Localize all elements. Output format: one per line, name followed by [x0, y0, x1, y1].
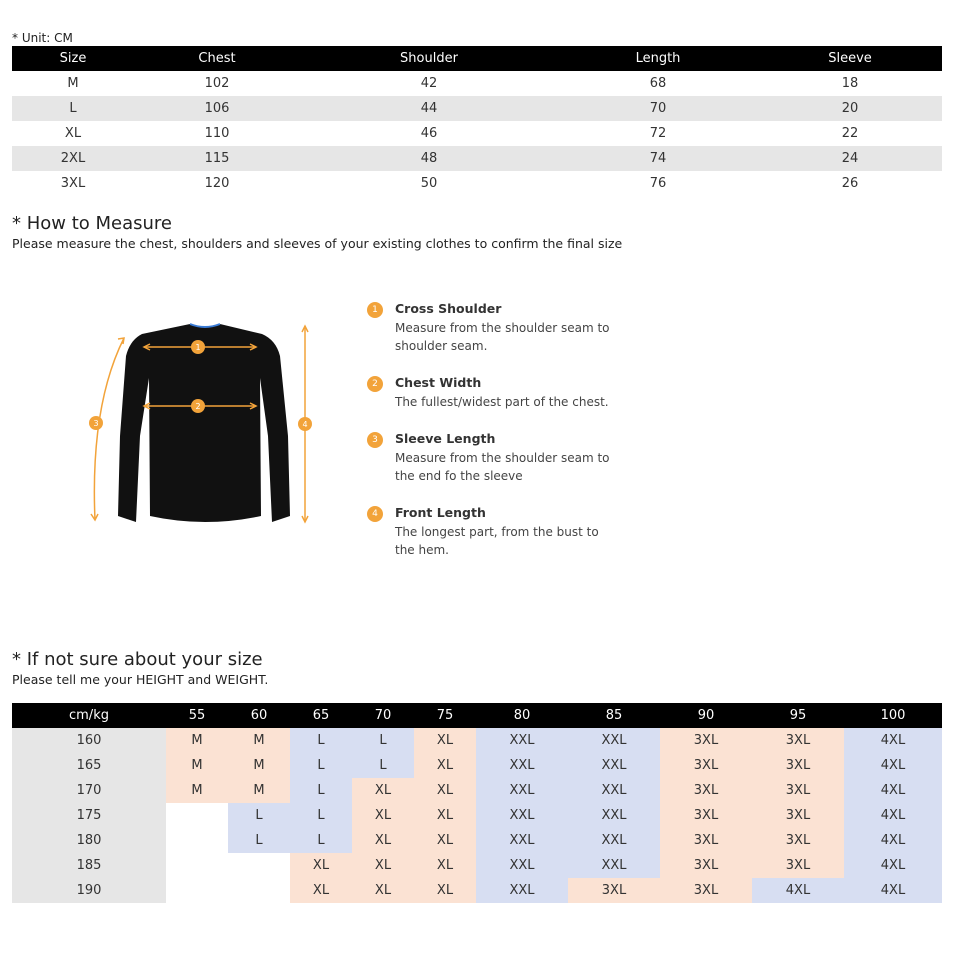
height-cell: 170 [12, 778, 166, 803]
size-cell: 72 [649, 126, 667, 141]
size-recommendation-cell: XL [414, 878, 476, 903]
size-recommendation-cell: XXL [568, 728, 660, 753]
size-recommendation-cell: 4XL [844, 853, 942, 878]
marker-3-label: 3 [93, 419, 99, 428]
size-recommendation-cell: XXL [476, 728, 568, 753]
not-sure-subtitle: Please tell me your HEIGHT and WEIGHT. [12, 672, 269, 687]
number-badge-3: 3 [367, 432, 383, 448]
size-recommendation-cell: 4XL [844, 753, 942, 778]
size-row [12, 171, 942, 196]
size-recommendation-cell [166, 878, 228, 903]
size-cell: 115 [134, 146, 300, 171]
size-recommendation-cell: 3XL [660, 753, 752, 778]
size-recommendation-cell: XXL [476, 878, 568, 903]
measure-desc: Measure from the shoulder seam to shoulder seam. [395, 321, 610, 353]
size-row [12, 121, 942, 146]
weight-header: 60 [228, 703, 290, 728]
size-recommendation-cell: 3XL [660, 803, 752, 828]
hw-row [12, 803, 942, 828]
hw-table-header [12, 703, 942, 728]
size-recommendation-cell: XL [352, 853, 414, 878]
sweater-diagram [80, 316, 330, 536]
sweater-body-icon [118, 324, 290, 522]
size-recommendation-cell: L [290, 828, 352, 853]
size-recommendation-cell: M [166, 728, 228, 753]
size-recommendation-cell: XL [352, 778, 414, 803]
size-cell: 24 [758, 146, 942, 171]
how-to-measure-subtitle: Please measure the chest, shoulders and sleeves of your existing clothes to confirm the final size [12, 236, 623, 251]
size-row [12, 96, 942, 121]
weight-header: 100 [844, 703, 942, 728]
size-cell: 20 [758, 96, 942, 121]
size-cell: 42 [420, 76, 438, 91]
weight-header: 95 [752, 703, 844, 728]
size-recommendation-cell: M [166, 778, 228, 803]
size-recommendation-cell: 3XL [752, 828, 844, 853]
not-sure-title: * If not sure about your size [12, 649, 263, 670]
weight-header: 90 [660, 703, 752, 728]
size-recommendation-cell: M [228, 728, 290, 753]
size-recommendation-cell: XXL [568, 828, 660, 853]
size-cell: 50 [420, 176, 438, 191]
size-recommendation-cell: XL [414, 728, 476, 753]
weight-header: 85 [568, 703, 660, 728]
number-badge-2: 2 [367, 376, 383, 392]
size-cell: 3XL [60, 176, 86, 191]
size-recommendation-cell: XL [414, 853, 476, 878]
hw-row [12, 778, 942, 803]
height-cell: 190 [12, 878, 166, 903]
height-cell: 180 [12, 828, 166, 853]
size-cell: 102 [204, 76, 230, 91]
hw-row [12, 878, 942, 903]
size-recommendation-cell: L [228, 803, 290, 828]
size-cell: XL [64, 126, 82, 141]
unit-label: * Unit: CM [12, 31, 73, 45]
size-recommendation-cell: 3XL [568, 878, 660, 903]
header-chest: Chest [134, 46, 300, 71]
weight-header: 65 [290, 703, 352, 728]
size-recommendation-cell: XL [414, 803, 476, 828]
marker-4-label: 4 [302, 420, 308, 429]
size-recommendation-cell: XL [290, 878, 352, 903]
size-cell: 26 [841, 176, 859, 191]
size-cell: 76 [649, 176, 667, 191]
size-cell: 48 [300, 146, 558, 171]
size-recommendation-cell: XL [352, 803, 414, 828]
height-cell: 175 [12, 803, 166, 828]
size-recommendation-cell: L [290, 753, 352, 778]
number-badge-4: 4 [367, 506, 383, 522]
size-recommendation-cell: XL [352, 828, 414, 853]
size-recommendation-cell: 3XL [752, 753, 844, 778]
size-recommendation-cell: L [352, 753, 414, 778]
size-recommendation-cell: XXL [568, 853, 660, 878]
size-recommendation-cell: XXL [476, 853, 568, 878]
size-recommendation-cell: 3XL [752, 853, 844, 878]
size-recommendation-cell: M [228, 778, 290, 803]
size-recommendation-cell: XXL [476, 828, 568, 853]
size-cell: 74 [558, 146, 758, 171]
weight-header: 75 [414, 703, 476, 728]
size-table-header [12, 46, 942, 71]
size-recommendation-cell: L [228, 828, 290, 853]
height-weight-table [12, 703, 942, 903]
size-recommendation-cell: M [166, 753, 228, 778]
weight-header: 70 [352, 703, 414, 728]
size-recommendation-cell: 4XL [844, 803, 942, 828]
height-cell: 165 [12, 753, 166, 778]
size-cell: 46 [420, 126, 438, 141]
size-recommendation-cell [166, 828, 228, 853]
size-recommendation-cell: XXL [568, 778, 660, 803]
hw-row [12, 853, 942, 878]
height-cell: 160 [12, 728, 166, 753]
size-recommendation-cell: L [352, 728, 414, 753]
size-recommendation-cell: XXL [476, 778, 568, 803]
how-to-measure-title: * How to Measure [12, 213, 173, 234]
hw-row [12, 728, 942, 753]
size-recommendation-cell [166, 803, 228, 828]
size-recommendation-cell: 4XL [844, 828, 942, 853]
size-recommendation-cell: 4XL [844, 878, 942, 903]
measure-title: Front Length [395, 505, 486, 520]
measure-desc: The fullest/widest part of the chest. [395, 395, 609, 409]
size-recommendation-cell [228, 853, 290, 878]
size-recommendation-cell: 3XL [752, 803, 844, 828]
size-cell: 2XL [12, 146, 134, 171]
header-shoulder: Shoulder [300, 46, 558, 71]
size-recommendation-cell: 3XL [660, 828, 752, 853]
size-recommendation-cell: 3XL [752, 728, 844, 753]
hw-corner-label: cm/kg [12, 703, 166, 728]
size-recommendation-cell: 3XL [660, 728, 752, 753]
size-recommendation-cell [166, 853, 228, 878]
size-cell: 70 [558, 96, 758, 121]
measure-title: Sleeve Length [395, 431, 496, 446]
measure-desc: Measure from the shoulder seam to the end fo the sleeve [395, 451, 610, 483]
measure-desc: The longest part, from the bust to the hem. [395, 525, 599, 557]
size-cell: 68 [649, 76, 667, 91]
height-cell: 185 [12, 853, 166, 878]
marker-2-label: 2 [195, 402, 201, 411]
size-recommendation-cell: L [290, 778, 352, 803]
header-sleeve: Sleeve [758, 46, 942, 71]
size-row [12, 146, 942, 171]
size-recommendation-cell: M [228, 753, 290, 778]
size-cell: 106 [134, 96, 300, 121]
size-table [12, 46, 942, 196]
size-recommendation-cell: 4XL [752, 878, 844, 903]
size-recommendation-cell: XXL [476, 803, 568, 828]
size-cell: 120 [204, 176, 230, 191]
size-cell: L [12, 96, 134, 121]
size-recommendation-cell: XXL [568, 803, 660, 828]
header-size: Size [12, 46, 134, 71]
size-recommendation-cell: XL [414, 828, 476, 853]
size-cell: 18 [841, 76, 859, 91]
size-recommendation-cell: 4XL [844, 728, 942, 753]
hw-row [12, 828, 942, 853]
hw-row [12, 753, 942, 778]
measure-title: Cross Shoulder [395, 301, 502, 316]
weight-header: 55 [166, 703, 228, 728]
size-recommendation-cell: 4XL [844, 778, 942, 803]
size-cell: 110 [204, 126, 230, 141]
size-recommendation-cell: 3XL [752, 778, 844, 803]
weight-header: 80 [476, 703, 568, 728]
marker-1-label: 1 [195, 343, 201, 352]
size-recommendation-cell: 3XL [660, 853, 752, 878]
size-cell: M [67, 76, 79, 91]
size-recommendation-cell: XL [290, 853, 352, 878]
size-recommendation-cell [228, 878, 290, 903]
size-recommendation-cell: XXL [568, 753, 660, 778]
size-recommendation-cell: L [290, 728, 352, 753]
size-row [12, 71, 942, 96]
size-recommendation-cell: 3XL [660, 878, 752, 903]
measure-title: Chest Width [395, 375, 482, 390]
size-recommendation-cell: L [290, 803, 352, 828]
number-badge-1: 1 [367, 302, 383, 318]
header-length: Length [558, 46, 758, 71]
size-recommendation-cell: XL [414, 778, 476, 803]
size-recommendation-cell: XL [414, 753, 476, 778]
size-recommendation-cell: 3XL [660, 778, 752, 803]
size-recommendation-cell: XL [352, 878, 414, 903]
size-cell: 44 [300, 96, 558, 121]
collar-icon [190, 324, 220, 327]
size-recommendation-cell: XXL [476, 753, 568, 778]
size-cell: 22 [841, 126, 859, 141]
